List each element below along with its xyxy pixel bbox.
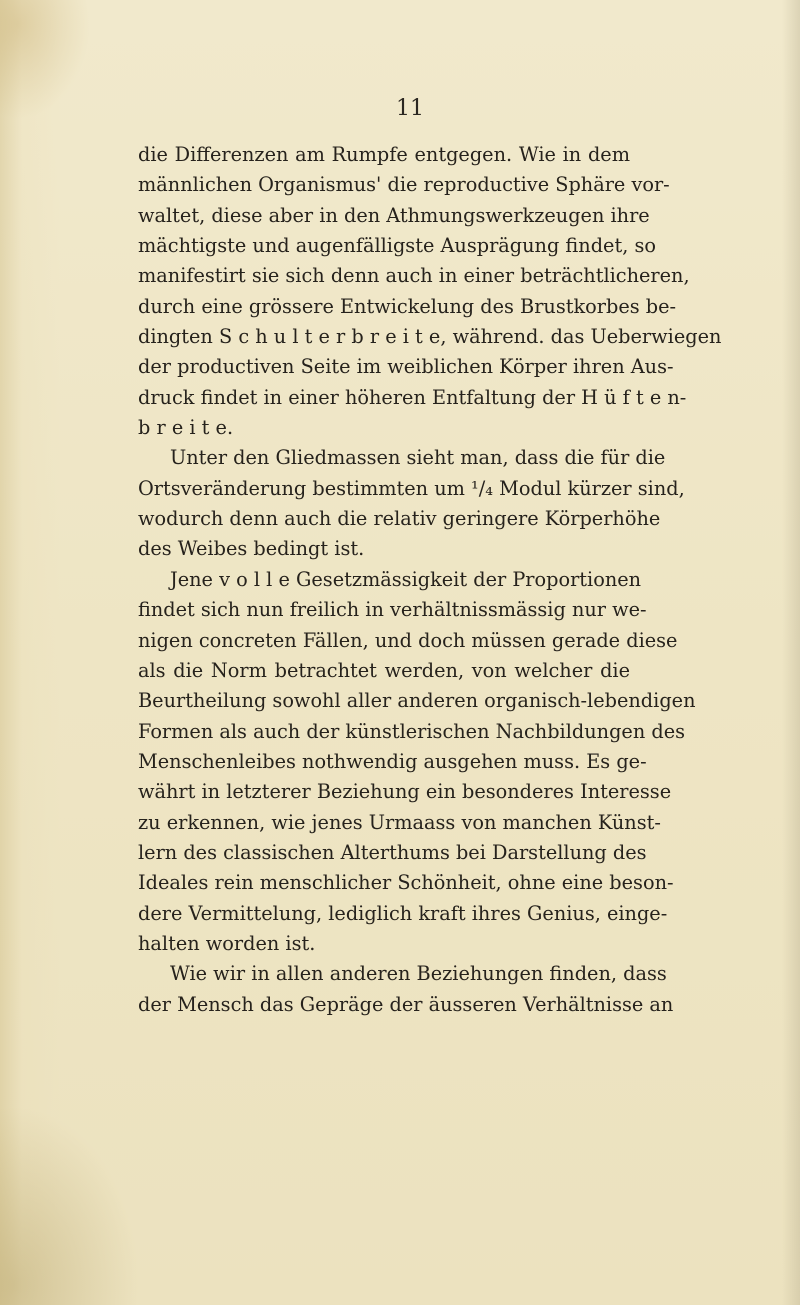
text-line-27: halten worden ist.	[138, 931, 316, 955]
text-line-17: nigen concreten Fällen, und doch müssen gerade diese	[138, 628, 678, 652]
text-line-24: lern des classischen Alterthums bei Darstellung des	[138, 840, 647, 864]
text-line-29: der Mensch das Gepräge der äusseren Verhältnisse an	[138, 992, 674, 1016]
text-line-8: der productiven Seite im weiblichen Körper ihren Aus-	[138, 355, 674, 379]
text-line-23: zu erkennen, wie jenes Urmaass von manchen Künst-	[138, 810, 661, 834]
text-line-25: Ideales rein menschlicher Schönheit, ohne eine beson-	[138, 871, 674, 895]
text-line-11: Unter den Gliedmassen sieht man, dass die für die	[170, 446, 666, 470]
paper-stain-bottom	[0, 1105, 140, 1305]
text-line-21: Menschenleibes nothwendig ausgehen muss. Es ge-	[138, 749, 647, 773]
text-line-12: Ortsveränderung bestimmten um ¹/₄ Modul kürzer sind,	[138, 476, 685, 500]
text-line-18: als die Norm betrachtet werden, von welcher die	[138, 658, 630, 682]
body-text	[138, 140, 722, 1020]
text-line-4: mächtigste und augenfälligste Ausprägung findet, so	[138, 234, 656, 258]
text-line-6: durch eine grössere Entwickelung des Brustkorbes be-	[138, 294, 677, 318]
text-line-3: waltet, diese aber in den Athmungswerkzeugen ihre	[138, 203, 650, 227]
page-number: 11	[396, 96, 424, 121]
text-line-9: druck findet in einer höheren Entfaltung der H ü f t e n-	[138, 385, 687, 409]
text-line-5: manifestirt sie sich denn auch in einer beträchtlicheren,	[138, 264, 690, 288]
text-line-14: des Weibes bedingt ist.	[138, 537, 365, 561]
text-line-16: findet sich nun freilich in verhältnissmässig nur we-	[138, 598, 647, 622]
text-line-22: währt in letzterer Beziehung ein besonderes Interesse	[138, 780, 672, 804]
text-line-26: dere Vermittelung, lediglich kraft ihres Genius, einge-	[138, 901, 668, 925]
text-line-19: Beurtheilung sowohl aller anderen organisch-lebendigen	[138, 689, 696, 713]
text-line-7: dingten S c h u l t e r b r e i t e, während. das Ueberwiegen	[138, 325, 722, 349]
text-line-15: Jene v o l l e Gesetzmässigkeit der Proportionen	[170, 567, 642, 591]
text-line-10: b r e i t e.	[138, 416, 234, 440]
text-line-13: wodurch denn auch die relativ geringere Körperhöhe	[138, 507, 661, 531]
text-line-20: Formen als auch der künstlerischen Nachbildungen des	[138, 719, 686, 743]
text-line-1: die Differenzen am Rumpfe entgegen. Wie in dem	[138, 143, 630, 166]
text-line-2: männlichen Organismus' die reproductive Sphäre vor-	[138, 173, 670, 197]
text-line-28: Wie wir in allen anderen Beziehungen finden, dass	[170, 962, 667, 986]
